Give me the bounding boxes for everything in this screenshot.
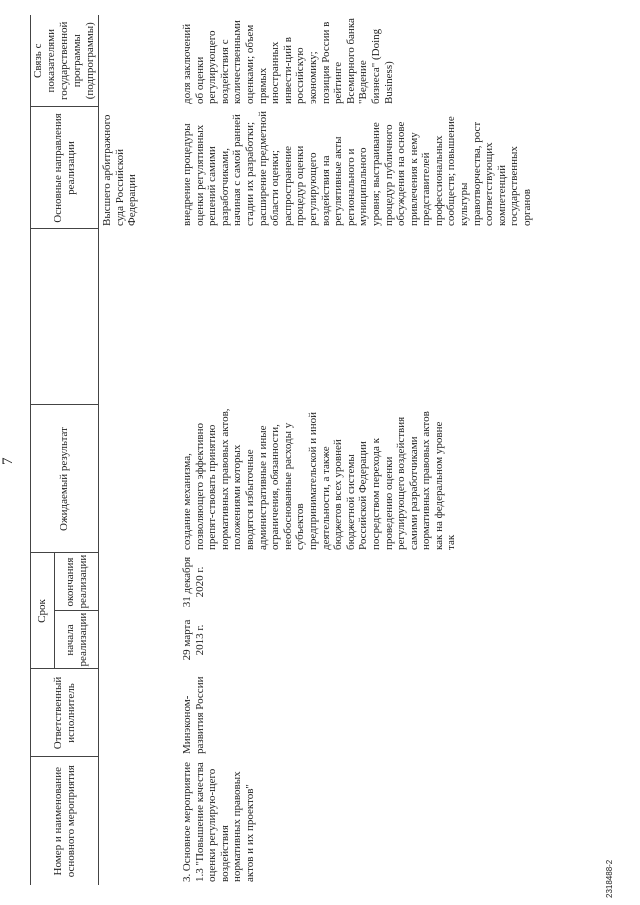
header-end: окончания реализации bbox=[55, 553, 99, 611]
table-row bbox=[179, 15, 536, 885]
row-start: 29 марта 2013 г. bbox=[181, 619, 206, 661]
header-link: Связь с показателями государственной программы (подпрограммы) bbox=[31, 15, 99, 107]
row-directions: внедрение процедуры оценки регулятивных решений самими разработчиками, начиная с самой ранней стадии их разработки; расширение предметной области оценки; распространение процедур оценки регулирующего воздействия на регулятивные акты регионального и муниципального уровня; выстраивание процедур публичного обсуждения на основе привлечения к нему представителей профессиональных сообществ; повышение культуры правотворчества, рост соответствующих компетенций государственных органов bbox=[181, 110, 534, 226]
spacer-col bbox=[31, 229, 99, 405]
header-name: Номер и наименование основного мероприятия bbox=[31, 757, 99, 885]
row-name-cell bbox=[179, 757, 536, 885]
header-directions: Основные направления реализации bbox=[31, 107, 99, 229]
document-id: 2318488-2 bbox=[605, 859, 614, 898]
row-link: доля заключений об оценки регулирующего воздействия с количественными оценками; объем прямых иностранных инвести-ций в российскую экономику; позиция России в рейтинге Всемирного банка "Ведение бизнеса" (Doing Business) bbox=[181, 18, 395, 104]
header-row-1 bbox=[31, 15, 55, 885]
continuation-row bbox=[99, 15, 179, 885]
page-number: 7 bbox=[0, 457, 16, 465]
header-result: Ожидаемый результат bbox=[31, 405, 99, 553]
header-term: Срок bbox=[31, 553, 55, 669]
header-start: начала реализации bbox=[55, 611, 99, 669]
row-result: создание механизма, позволяющего эффективно препят-ствовать принятию нормативных правовых актов, положениями которых вводятся избыточные административные и иные ограничения, обязанности, необоснованные расходы у субъектов предпринимательской и иной деятельности, а также бюджетов всех уровней бюджетной системы Российской Федерации посредством перехода к проведению оценки регулирующего воздействия самими разработчиками нормативных правовых актов как на федеральном уровне так bbox=[181, 408, 458, 550]
events-table bbox=[30, 15, 536, 885]
row-end: 31 декабря 2020 г. bbox=[181, 556, 206, 608]
row-name: Основное мероприятие 1.3 "Повышение качества оценки регулирую-щего воздействия нормативных правовых актов и их проектов" bbox=[181, 761, 256, 882]
header-executor: Ответственный исполнитель bbox=[31, 669, 99, 757]
continuation-directions: Высшего арбитражного суда Российской Федерации bbox=[101, 114, 139, 226]
row-number: 3. bbox=[181, 873, 193, 882]
row-executor: Минэконом-развития России bbox=[181, 676, 206, 754]
